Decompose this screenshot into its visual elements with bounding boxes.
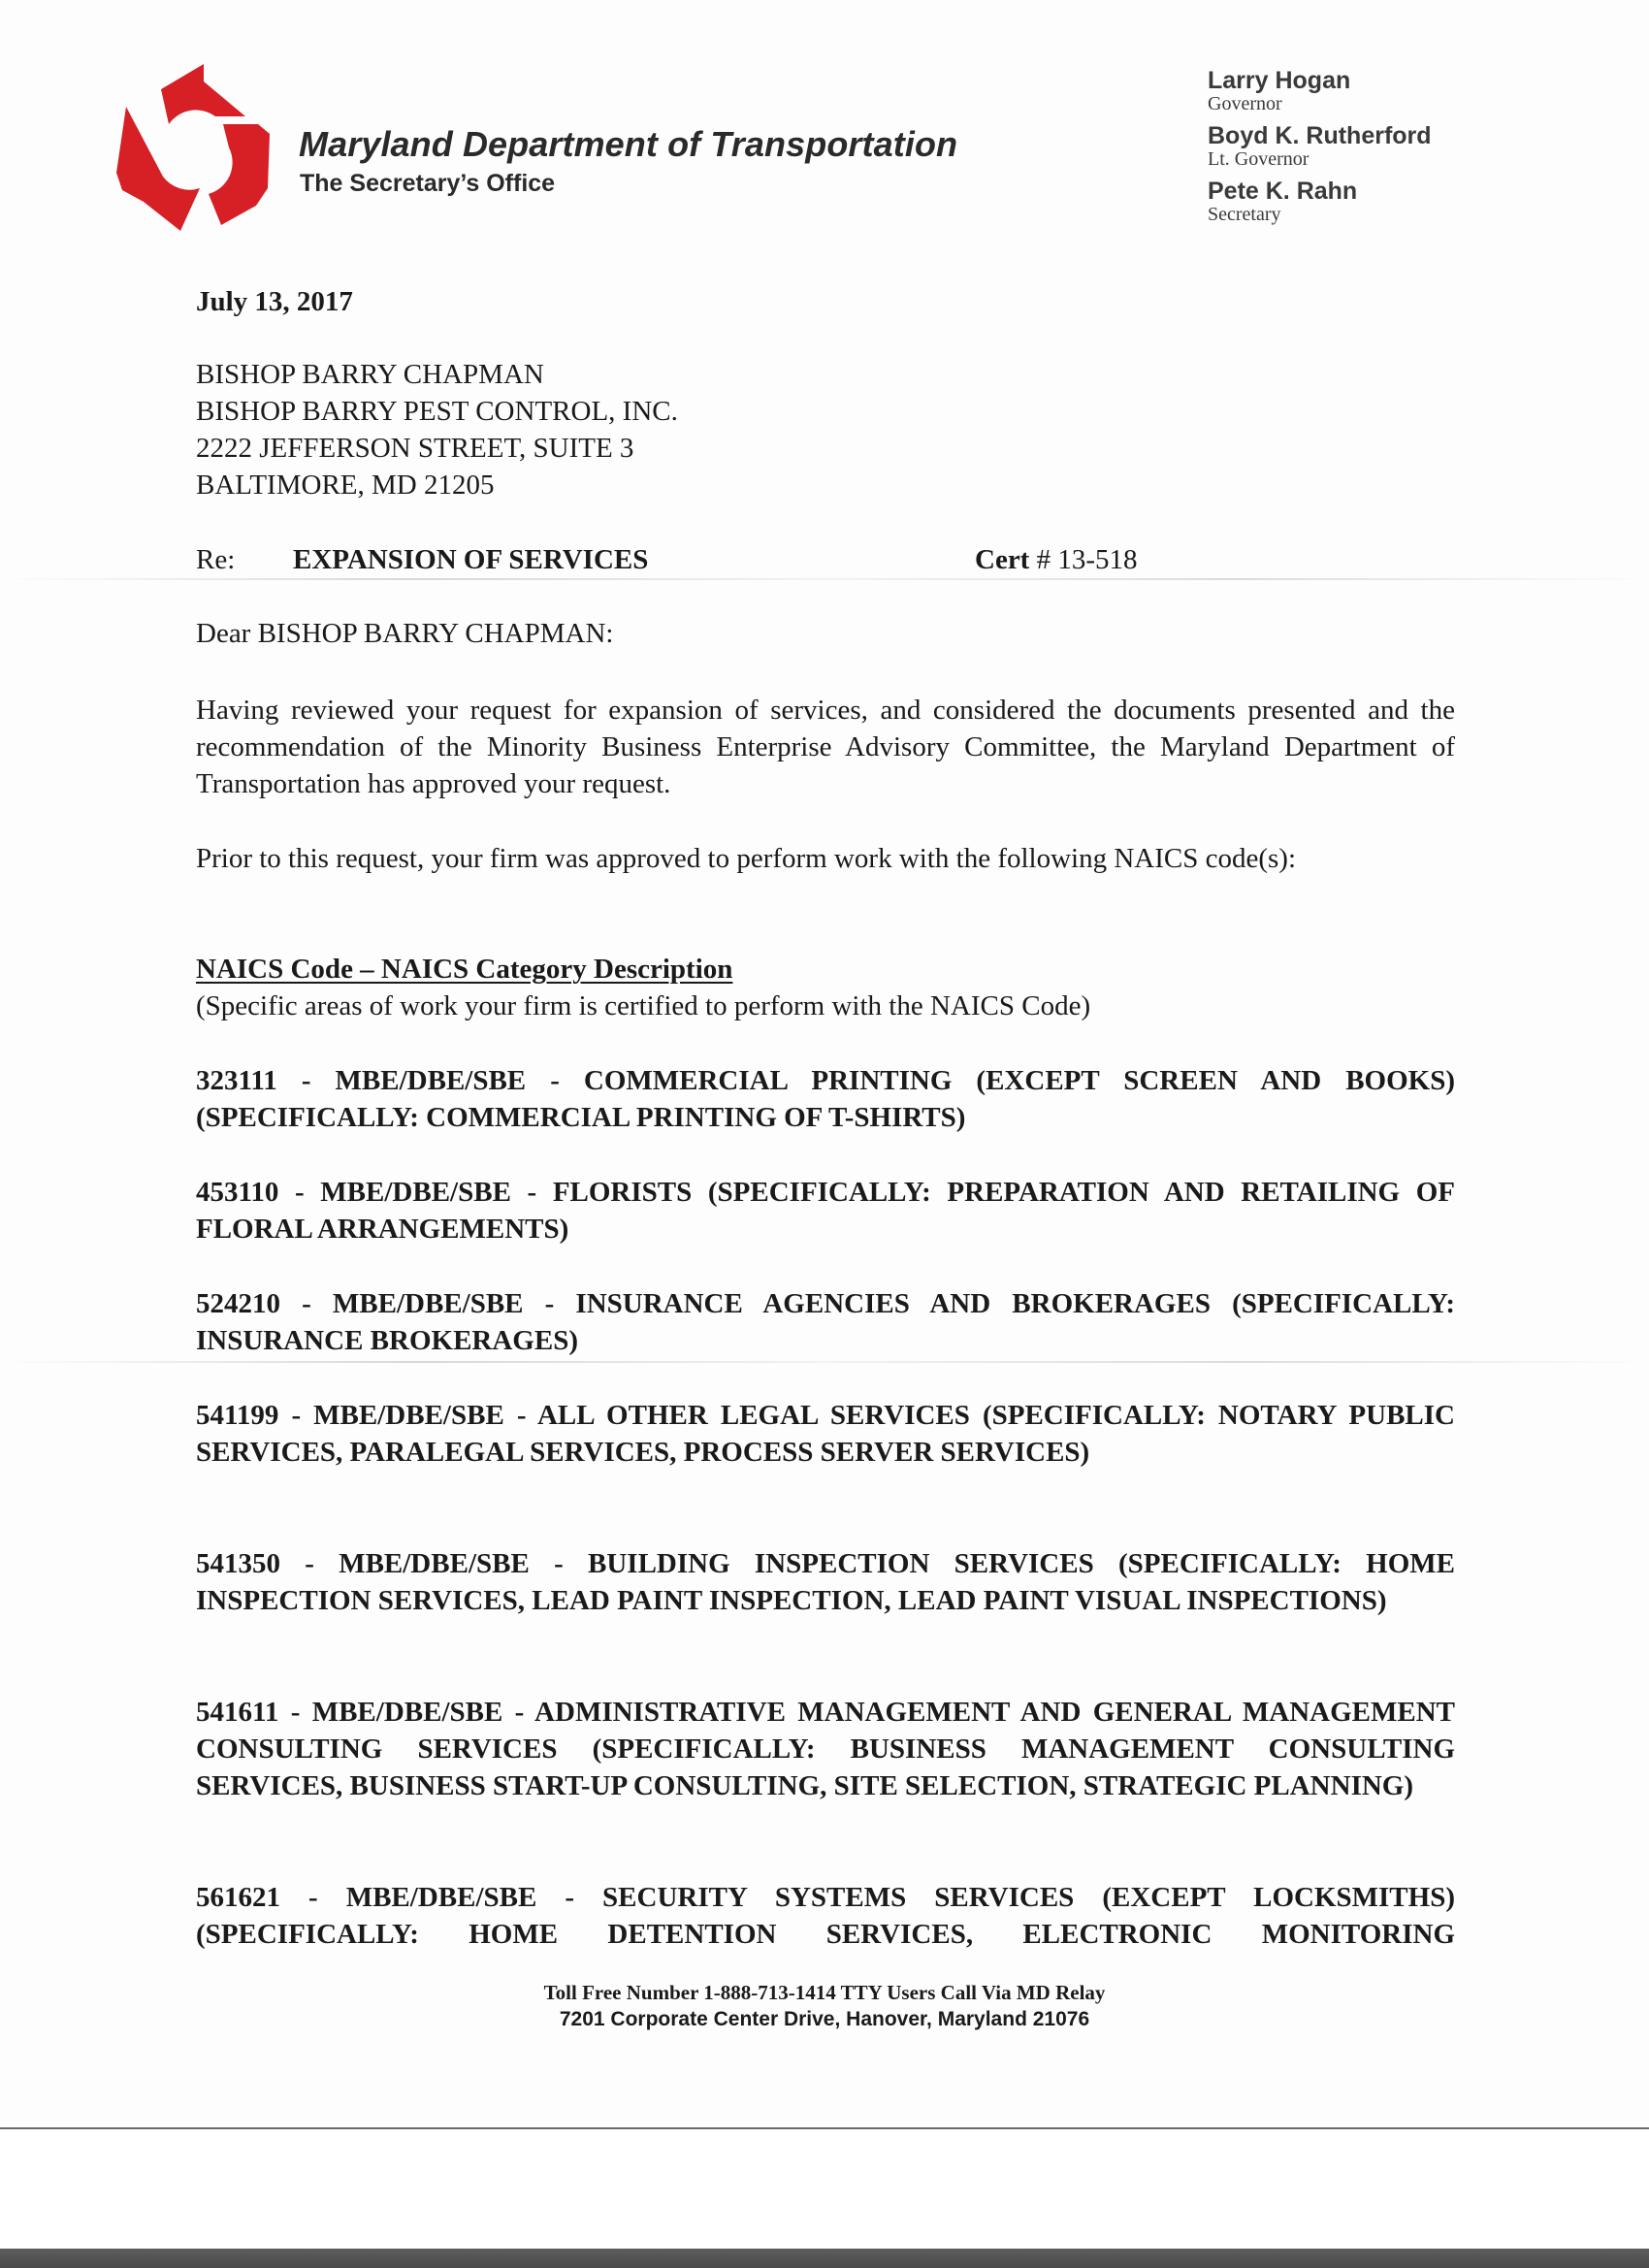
scanner-bed: [0, 2129, 1649, 2249]
naics-entry: 561621 - MBE/DBE/SBE - SECURITY SYSTEMS SERVICES (EXCEPT LOCKSMITHS) (SPECIFICALLY: HOME DETENTION SERVICES, ELECTRONIC MONITORING: [196, 1882, 1455, 1950]
letter-footer: [0, 1979, 1649, 2033]
official-name: Larry Hogan: [1208, 67, 1351, 94]
naics-entry: 323111 - MBE/DBE/SBE - COMMERCIAL PRINTING (EXCEPT SCREEN AND BOOKS) (SPECIFICALLY: COMMERCIAL PRINTING OF T-SHIRTS): [196, 1065, 1455, 1133]
official-title: Secretary: [1208, 204, 1281, 225]
naics-entry: 541350 - MBE/DBE/SBE - BUILDING INSPECTION SERVICES (SPECIFICALLY: HOME INSPECTION SERVICES, LEAD PAINT INSPECTION, LEAD PAINT VISUAL INSPECTIONS): [196, 1548, 1455, 1616]
re-subject: EXPANSION OF SERVICES: [293, 544, 649, 575]
address-line: BALTIMORE, MD 21205: [196, 470, 495, 501]
recipient-address: [196, 356, 1455, 503]
cert-number: # 13-518: [1036, 544, 1138, 575]
official-title: Lt. Governor: [1208, 148, 1310, 170]
official-lt-governor: [1208, 123, 1432, 169]
agency-title: Maryland Department of Transportation: [299, 124, 958, 164]
address-line: BISHOP BARRY CHAPMAN: [196, 359, 544, 390]
official-governor: [1208, 68, 1432, 113]
cert-reference: [975, 541, 1138, 578]
paragraph-prior-codes: Prior to this request, your firm was approved to perform work with the following NAICS code(s):: [196, 843, 1297, 874]
footer-phone: Toll Free Number 1-888-713-1414 TTY Users Call Via MD Relay: [543, 1981, 1106, 2004]
naics-heading: NAICS Code – NAICS Category Description: [196, 954, 733, 985]
naics-heading-block: [196, 951, 1455, 1024]
mdot-logo-icon: [114, 60, 270, 233]
naics-entry: 524210 - MBE/DBE/SBE - INSURANCE AGENCIES AND BROKERAGES (SPECIFICALLY: INSURANCE BROKERAGES): [196, 1288, 1455, 1356]
cert-label: Cert: [975, 544, 1030, 575]
official-secretary: [1208, 178, 1432, 224]
naics-entry: 541199 - MBE/DBE/SBE - ALL OTHER LEGAL SERVICES (SPECIFICALLY: NOTARY PUBLIC SERVICES, PARALEGAL SERVICES, PROCESS SERVER SERVICES): [196, 1400, 1455, 1468]
address-line: BISHOP BARRY PEST CONTROL, INC.: [196, 396, 678, 427]
footer-address: 7201 Corporate Center Drive, Hanover, Maryland 21076: [559, 2008, 1090, 2030]
official-name: Boyd K. Rutherford: [1208, 122, 1432, 149]
salutation: Dear BISHOP BARRY CHAPMAN:: [196, 618, 614, 649]
letter-date: July 13, 2017: [196, 286, 353, 317]
re-label: Re:: [196, 544, 236, 575]
naics-entry: 541611 - MBE/DBE/SBE - ADMINISTRATIVE MANAGEMENT AND GENERAL MANAGEMENT CONSULTING SERVICES (SPECIFICALLY: BUSINESS MANAGEMENT CONSULTING SERVICES, BUSINESS START-UP CONSULTING, SITE SELECTION, STRATEGIC PLANNING): [196, 1697, 1455, 1801]
agency-office: The Secretary’s Office: [300, 170, 556, 197]
paper-fold-line: [0, 1361, 1649, 1363]
subject-line: [196, 541, 1455, 578]
official-title: Governor: [1208, 93, 1282, 114]
address-line: 2222 JEFFERSON STREET, SUITE 3: [196, 433, 634, 464]
naics-entry: 453110 - MBE/DBE/SBE - FLORISTS (SPECIFICALLY: PREPARATION AND RETAILING OF FLORAL ARRANGEMENTS): [196, 1177, 1455, 1245]
officials-list: [1208, 68, 1432, 234]
official-name: Pete K. Rahn: [1208, 178, 1358, 205]
paper-fold-line: [0, 578, 1649, 580]
paragraph-approval: Having reviewed your request for expansion of services, and considered the documents presented and the recommendation of the Minority Business Enterprise Advisory Committee, the Maryland Department of Transportation has approved your request.: [196, 695, 1455, 799]
scanner-edge: [0, 2249, 1649, 2268]
naics-subheading: (Specific areas of work your firm is certified to perform with the NAICS Code): [196, 990, 1091, 1021]
